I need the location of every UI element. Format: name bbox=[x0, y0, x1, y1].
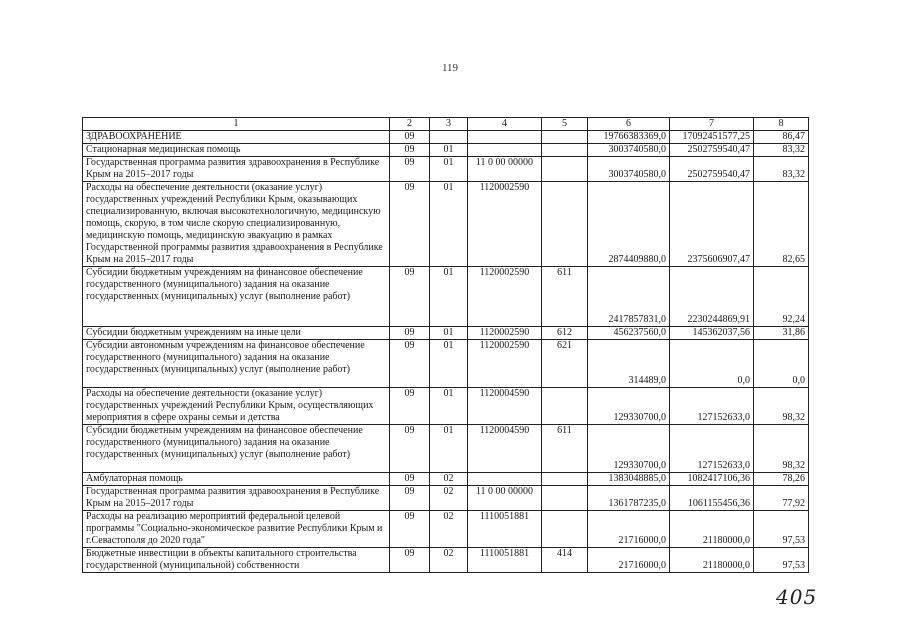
page-number: 119 bbox=[441, 62, 459, 74]
row-planned-amount: 1361787235,0 bbox=[588, 486, 670, 511]
row-target-article-code: 1120002590 bbox=[468, 327, 542, 340]
row-executed-amount: 1061155456,36 bbox=[670, 486, 754, 511]
row-section-code: 09 bbox=[390, 486, 430, 511]
row-target-article-code bbox=[468, 473, 542, 486]
row-planned-amount: 2874409880,0 bbox=[588, 182, 670, 267]
row-expense-type-code bbox=[542, 182, 588, 267]
column-header: 8 bbox=[754, 118, 809, 131]
table-row bbox=[83, 425, 809, 473]
column-header: 5 bbox=[542, 118, 588, 131]
row-target-article-code: 1120002590 bbox=[468, 340, 542, 388]
row-execution-percent: 86,47 bbox=[754, 131, 809, 144]
row-description: Субсидии бюджетным учреждениям на иные цели bbox=[83, 327, 390, 340]
table-row bbox=[83, 388, 809, 425]
row-description: Расходы на реализацию мероприятий федеральной целевой программы "Социально-экономическое развитие Республики Крым и г.Севастополя до 2020 года" bbox=[83, 511, 390, 548]
row-execution-percent: 83,32 bbox=[754, 144, 809, 157]
row-executed-amount: 127152633,0 bbox=[670, 425, 754, 473]
row-expense-type-code: 621 bbox=[542, 340, 588, 388]
row-target-article-code: 1120004590 bbox=[468, 425, 542, 473]
row-section-code: 09 bbox=[390, 340, 430, 388]
row-expense-type-code: 414 bbox=[542, 548, 588, 573]
row-description: ЗДРАВООХРАНЕНИЕ bbox=[83, 131, 390, 144]
row-description: Государственная программа развития здравоохранения в Республике Крым на 2015–2017 годы bbox=[83, 157, 390, 182]
row-expense-type-code bbox=[542, 157, 588, 182]
row-subsection-code bbox=[430, 131, 468, 144]
row-expense-type-code bbox=[542, 144, 588, 157]
row-executed-amount: 2502759540,47 bbox=[670, 144, 754, 157]
row-executed-amount: 21180000,0 bbox=[670, 548, 754, 573]
row-executed-amount: 2375606907,47 bbox=[670, 182, 754, 267]
table-row bbox=[83, 131, 809, 144]
table-row bbox=[83, 267, 809, 327]
row-target-article-code bbox=[468, 131, 542, 144]
row-execution-percent: 98,32 bbox=[754, 425, 809, 473]
row-executed-amount: 145362037,56 bbox=[670, 327, 754, 340]
row-execution-percent: 78,26 bbox=[754, 473, 809, 486]
row-execution-percent: 98,32 bbox=[754, 388, 809, 425]
row-description: Расходы на обеспечение деятельности (оказание услуг) государственных учреждений Республики Крым, оказывающих специализированную, включая высокотехнологичную, медицинскую помощь, скорую, в том числе скорую специализированную, медицинскую помощь, медицинскую эвакуацию в рамках Государственной программы развития здравоохранения в Республике Крым на 2015–2017 годы bbox=[83, 182, 390, 267]
column-header: 6 bbox=[588, 118, 670, 131]
row-expense-type-code bbox=[542, 511, 588, 548]
table-row bbox=[83, 182, 809, 267]
row-planned-amount: 1383048885,0 bbox=[588, 473, 670, 486]
row-description: Субсидии бюджетным учреждениям на финансовое обеспечение государственного (муниципального) задания на оказание государственных (муниципальных) услуг (выполнение работ) bbox=[83, 425, 390, 473]
handwritten-page-note: 405 bbox=[776, 585, 818, 609]
row-section-code: 09 bbox=[390, 548, 430, 573]
row-target-article-code: 11 0 00 00000 bbox=[468, 157, 542, 182]
row-description: Амбулаторная помощь bbox=[83, 473, 390, 486]
row-executed-amount: 0,0 bbox=[670, 340, 754, 388]
row-subsection-code: 02 bbox=[430, 548, 468, 573]
row-planned-amount: 314489,0 bbox=[588, 340, 670, 388]
row-description: Субсидии бюджетным учреждениям на финансовое обеспечение государственного (муниципального) задания на оказание государственных (муниципальных) услуг (выполнение работ) bbox=[83, 267, 390, 327]
row-planned-amount: 129330700,0 bbox=[588, 425, 670, 473]
row-subsection-code: 01 bbox=[430, 144, 468, 157]
row-section-code: 09 bbox=[390, 511, 430, 548]
row-executed-amount: 1082417106,36 bbox=[670, 473, 754, 486]
column-header: 2 bbox=[390, 118, 430, 131]
column-header: 1 bbox=[83, 118, 390, 131]
row-planned-amount: 21716000,0 bbox=[588, 511, 670, 548]
row-subsection-code: 01 bbox=[430, 267, 468, 327]
row-expense-type-code bbox=[542, 388, 588, 425]
column-header: 7 bbox=[670, 118, 754, 131]
table-row bbox=[83, 511, 809, 548]
row-section-code: 09 bbox=[390, 182, 430, 267]
row-section-code: 09 bbox=[390, 425, 430, 473]
budget-table bbox=[82, 117, 809, 573]
row-planned-amount: 19766383369,0 bbox=[588, 131, 670, 144]
row-execution-percent: 97,53 bbox=[754, 511, 809, 548]
row-execution-percent: 77,92 bbox=[754, 486, 809, 511]
row-subsection-code: 01 bbox=[430, 388, 468, 425]
row-planned-amount: 2417857831,0 bbox=[588, 267, 670, 327]
row-target-article-code: 1110051881 bbox=[468, 511, 542, 548]
row-execution-percent: 31,86 bbox=[754, 327, 809, 340]
row-target-article-code: 1110051881 bbox=[468, 548, 542, 573]
row-executed-amount: 17092451577,25 bbox=[670, 131, 754, 144]
table-row bbox=[83, 144, 809, 157]
row-executed-amount: 21180000,0 bbox=[670, 511, 754, 548]
row-target-article-code bbox=[468, 144, 542, 157]
row-expense-type-code bbox=[542, 486, 588, 511]
row-section-code: 09 bbox=[390, 473, 430, 486]
row-expense-type-code: 611 bbox=[542, 425, 588, 473]
table-row bbox=[83, 157, 809, 182]
row-planned-amount: 3003740580,0 bbox=[588, 157, 670, 182]
row-target-article-code: 1120002590 bbox=[468, 182, 542, 267]
row-planned-amount: 21716000,0 bbox=[588, 548, 670, 573]
row-expense-type-code: 612 bbox=[542, 327, 588, 340]
row-description: Субсидии автономным учреждениям на финансовое обеспечение государственного (муниципального) задания на оказание государственных (муниципальных) услуг (выполнение работ) bbox=[83, 340, 390, 388]
row-subsection-code: 02 bbox=[430, 511, 468, 548]
row-subsection-code: 02 bbox=[430, 473, 468, 486]
row-section-code: 09 bbox=[390, 327, 430, 340]
row-description: Расходы на обеспечение деятельности (оказание услуг) государственных учреждений Республики Крым, осуществляющих мероприятия в сфере охраны семьи и детства bbox=[83, 388, 390, 425]
row-description: Государственная программа развития здравоохранения в Республике Крым на 2015–2017 годы bbox=[83, 486, 390, 511]
row-expense-type-code bbox=[542, 473, 588, 486]
row-execution-percent: 92,24 bbox=[754, 267, 809, 327]
table-row bbox=[83, 473, 809, 486]
row-expense-type-code bbox=[542, 131, 588, 144]
row-section-code: 09 bbox=[390, 157, 430, 182]
row-execution-percent: 0,0 bbox=[754, 340, 809, 388]
row-target-article-code: 11 0 00 00000 bbox=[468, 486, 542, 511]
row-planned-amount: 129330700,0 bbox=[588, 388, 670, 425]
row-executed-amount: 2502759540,47 bbox=[670, 157, 754, 182]
row-section-code: 09 bbox=[390, 388, 430, 425]
row-description: Бюджетные инвестиции в объекты капитального строительства государственной (муниципальной) собственности bbox=[83, 548, 390, 573]
row-planned-amount: 456237560,0 bbox=[588, 327, 670, 340]
table-header-row bbox=[83, 118, 809, 131]
table-row bbox=[83, 340, 809, 388]
row-section-code: 09 bbox=[390, 267, 430, 327]
row-executed-amount: 127152633,0 bbox=[670, 388, 754, 425]
row-planned-amount: 3003740580,0 bbox=[588, 144, 670, 157]
row-execution-percent: 83,32 bbox=[754, 157, 809, 182]
row-executed-amount: 2230244869,91 bbox=[670, 267, 754, 327]
table-row bbox=[83, 548, 809, 573]
table-row bbox=[83, 327, 809, 340]
row-execution-percent: 82,65 bbox=[754, 182, 809, 267]
row-subsection-code: 01 bbox=[430, 157, 468, 182]
row-subsection-code: 01 bbox=[430, 340, 468, 388]
row-subsection-code: 01 bbox=[430, 182, 468, 267]
row-target-article-code: 1120002590 bbox=[468, 267, 542, 327]
row-expense-type-code: 611 bbox=[542, 267, 588, 327]
row-subsection-code: 01 bbox=[430, 425, 468, 473]
row-target-article-code: 1120004590 bbox=[468, 388, 542, 425]
row-section-code: 09 bbox=[390, 144, 430, 157]
table-row bbox=[83, 486, 809, 511]
row-section-code: 09 bbox=[390, 131, 430, 144]
row-subsection-code: 02 bbox=[430, 486, 468, 511]
row-description: Стационарная медицинская помощь bbox=[83, 144, 390, 157]
column-header: 3 bbox=[430, 118, 468, 131]
row-subsection-code: 01 bbox=[430, 327, 468, 340]
row-execution-percent: 97,53 bbox=[754, 548, 809, 573]
column-header: 4 bbox=[468, 118, 542, 131]
